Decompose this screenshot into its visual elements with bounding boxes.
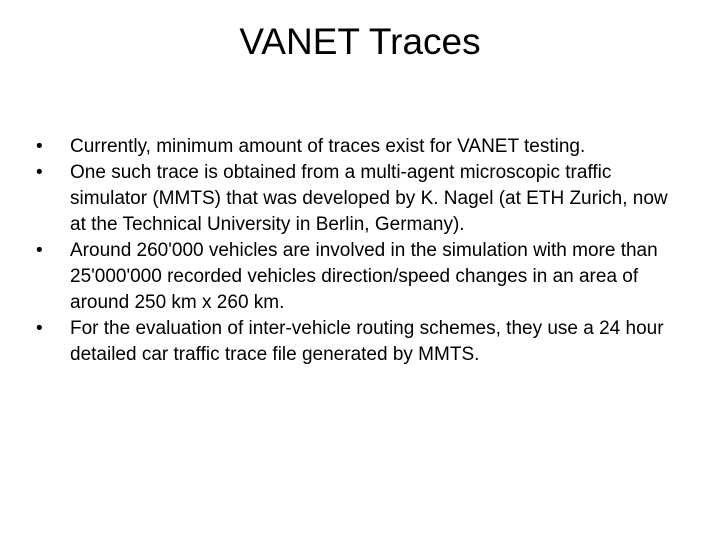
bullet-item: [36, 160, 688, 238]
bullet-icon: •: [36, 136, 43, 157]
bullet-icon: •: [36, 162, 43, 183]
bullet-text: Around 260'000 vehicles are involved in the simulation with more than 25'000'000 recorded vehicles direction/speed changes in an area of around 250 km x 260 km.: [70, 240, 658, 313]
bullet-item: [36, 316, 688, 368]
bullet-list: [36, 134, 688, 368]
bullet-item: [36, 238, 688, 316]
bullet-icon: •: [36, 318, 43, 339]
bullet-item: [36, 134, 688, 160]
bullet-text: Currently, minimum amount of traces exist for VANET testing.: [70, 136, 586, 157]
bullet-text: For the evaluation of inter-vehicle routing schemes, they use a 24 hour detailed car traffic trace file generated by MMTS.: [70, 318, 664, 365]
slide-title: VANET Traces: [239, 21, 481, 62]
bullet-text: One such trace is obtained from a multi-agent microscopic traffic simulator (MMTS) that was developed by K. Nagel (at ETH Zurich, now at the Technical University in Berlin, Germany).: [70, 162, 668, 235]
bullet-icon: •: [36, 240, 43, 261]
